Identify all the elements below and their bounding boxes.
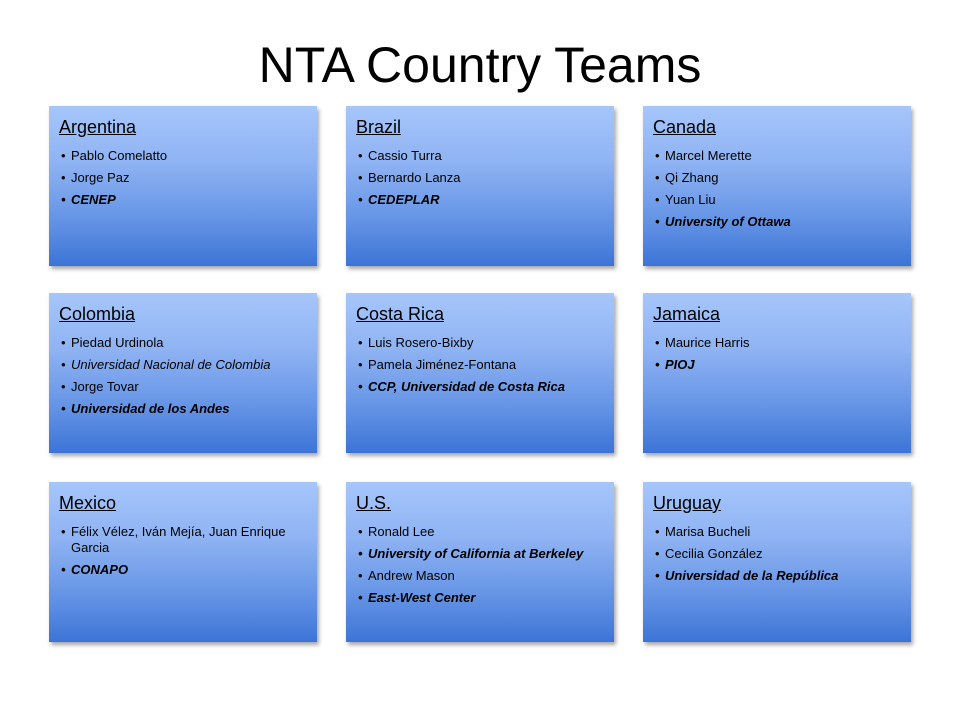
member-list: [356, 335, 606, 395]
card-title: Costa Rica: [356, 304, 445, 324]
list-item: • CENEP: [59, 192, 309, 208]
member-list: [356, 148, 606, 208]
list-item: • Félix Vélez, Iván Mejía, Juan Enrique Garcia: [59, 524, 309, 556]
card-title: Canada: [653, 117, 717, 137]
list-item: • CEDEPLAR: [356, 192, 606, 208]
card-colombia: [49, 293, 317, 453]
list-item: • Universidad Nacional de Colombia: [59, 357, 309, 373]
list-item: • Cassio Turra: [356, 148, 606, 164]
list-item: • University of Ottawa: [653, 214, 903, 230]
list-item: • Luis Rosero-Bixby: [356, 335, 606, 351]
card-canada: [643, 106, 911, 266]
list-item: • Bernardo Lanza: [356, 170, 606, 186]
card-costa-rica: [346, 293, 614, 453]
card-jamaica: [643, 293, 911, 453]
list-item: • CONAPO: [59, 562, 309, 578]
card-title: U.S.: [356, 493, 392, 513]
card-us: [346, 482, 614, 642]
list-item: • University of California at Berkeley: [356, 546, 606, 562]
list-item: • Marisa Bucheli: [653, 524, 903, 540]
list-item: • CCP, Universidad de Costa Rica: [356, 379, 606, 395]
list-item: • Qi Zhang: [653, 170, 903, 186]
member-list: [653, 524, 903, 584]
member-list: [59, 148, 309, 208]
list-item: • Ronald Lee: [356, 524, 606, 540]
member-list: [59, 335, 309, 417]
card-title: Mexico: [59, 493, 117, 513]
list-item: • Andrew Mason: [356, 568, 606, 584]
list-item: • Jorge Tovar: [59, 379, 309, 395]
card-title: Jamaica: [653, 304, 721, 324]
member-list: [59, 524, 309, 578]
card-title: Uruguay: [653, 493, 722, 513]
card-title: Brazil: [356, 117, 402, 137]
list-item: • Cecilia González: [653, 546, 903, 562]
list-item: • PIOJ: [653, 357, 903, 373]
list-item: • Universidad de los Andes: [59, 401, 309, 417]
card-title: Argentina: [59, 117, 137, 137]
list-item: • Universidad de la República: [653, 568, 903, 584]
card-uruguay: [643, 482, 911, 642]
list-item: • East-West Center: [356, 590, 606, 606]
slide-title: NTA Country Teams: [258, 37, 702, 93]
list-item: • Yuan Liu: [653, 192, 903, 208]
card-brazil: [346, 106, 614, 266]
list-item: • Pablo Comelatto: [59, 148, 309, 164]
member-list: [653, 335, 903, 373]
member-list: [356, 524, 606, 606]
list-item: • Jorge Paz: [59, 170, 309, 186]
list-item: • Pamela Jiménez-Fontana: [356, 357, 606, 373]
member-list: [653, 148, 903, 230]
card-argentina: [49, 106, 317, 266]
card-title: Colombia: [59, 304, 136, 324]
list-item: • Marcel Merette: [653, 148, 903, 164]
card-mexico: [49, 482, 317, 642]
list-item: • Piedad Urdinola: [59, 335, 309, 351]
list-item: • Maurice Harris: [653, 335, 903, 351]
